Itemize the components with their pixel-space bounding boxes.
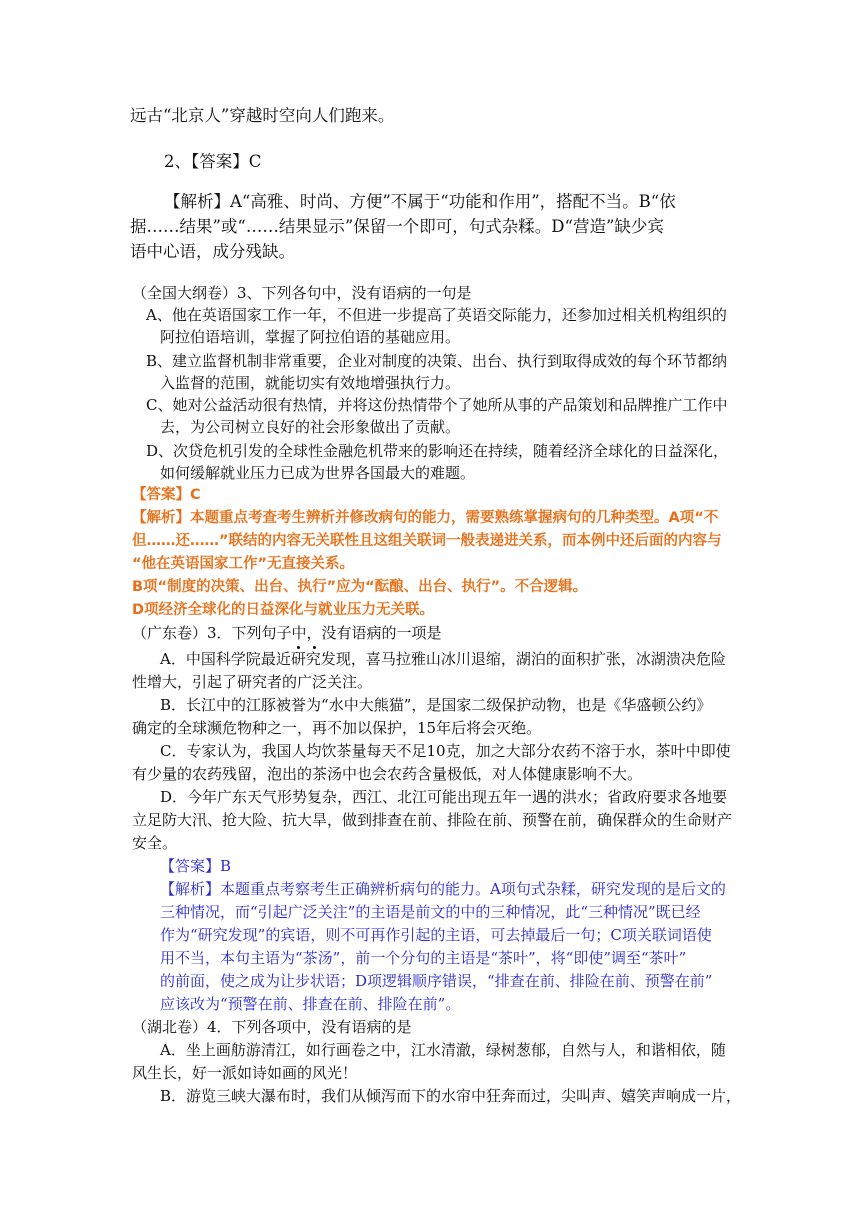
option-line: 如何缓解就业压力已成为世界各国最大的难题。 <box>160 464 476 482</box>
analysis-line: 【解析】本题重点考查考生辨析并修改病句的能力，需要熟练掌握病句的几种类型。A项“不 <box>132 510 719 526</box>
option-line: 入监督的范围，就能切实有效地增强执行力。 <box>160 374 461 392</box>
analysis-line: D项经济全球化的日益深化与就业压力无关联。 <box>132 602 435 618</box>
option-line: 风生长，好一派如诗如画的风光！ <box>132 1064 358 1082</box>
option-line: 有少量的农药残留，泡出的茶汤中也会农药含量极低，对人体健康影响不大。 <box>132 765 643 783</box>
answer-heading: 【答案】B <box>160 857 232 875</box>
question-heading: （全国大纲卷）3、下列各句中，没有语病的一句是 <box>132 284 472 302</box>
analysis-line: 但……还……”联结的内容无关联性且这组关联词一般表递进关系，而本例中还后面的内容与 <box>132 533 722 549</box>
analysis-line: 【解析】A“高雅、时尚、方便”不属于“功能和作用”，搭配不当。B“依 <box>164 192 676 211</box>
answer-heading: 2、【答案】C <box>164 152 262 171</box>
analysis-line: 用不当，本句主语为“茶汤”，前一个分句的主语是“茶叶”，将“即使”调至“茶叶” <box>160 949 687 967</box>
option-line: C、她对公益活动很有热情，并将这份热情带个了她所从事的产品策划和品牌推广工作中 <box>146 396 728 414</box>
answer-heading: 【答案】C <box>132 487 201 503</box>
analysis-line: B项“制度的决策、出台、执行”应为“酝酿、出台、执行”。不合逻辑。 <box>132 579 588 595</box>
analysis-line: 应该改为“预警在前、排查在前、排险在前”。 <box>160 995 461 1013</box>
option-line: 性增大，引起了研究者的广泛关注。 <box>132 673 373 691</box>
analysis-line: 三种情况，而“引起广泛关注”的主语是前文的中的三种情况，此“三种情况”既已经 <box>160 903 701 921</box>
option-line: 去，为公司树立良好的社会形象做出了贡献。 <box>160 418 461 436</box>
analysis-line: 作为“研究发现”的宾语，则不可再作引起的主语，可去掉最后一句；C项关联词语使 <box>160 926 712 944</box>
option-line: A．坐上画舫游清江，如行画卷之中，江水清澈，绿树葱郁，自然与人，和谐相依，随 <box>160 1041 726 1059</box>
analysis-line: 语中心语，成分残缺。 <box>130 242 295 261</box>
analysis-line: 据……结果”或“……结果显示”保留一个即可，句式杂糅。D“营造”缺少宾 <box>130 217 664 236</box>
option-line: 立足防大汛、抢大险、抗大旱，做到排查在前、排险在前、预警在前，确保群众的生命财产 <box>132 811 733 829</box>
option-line: A．中国科学院最近研究发现，喜马拉雅山冰川退缩，湖泊的面积扩张，冰湖溃决危险 <box>160 650 726 668</box>
option-line: A、他在英语国家工作一年，不但进一步提高了英语交际能力，还参加过相关机构组织的 <box>146 306 727 324</box>
option-line: D、次贷危机引发的全球性金融危机带来的影响还在持续，随着经济全球化的日益深化， <box>146 442 729 460</box>
option-line: C．专家认为，我国人均饮茶量每天不足10克，加之大部分农药不溶于水，茶叶中即使 <box>160 742 731 760</box>
analysis-line: 【解析】本题重点考察考生正确辨析病句的能力。A项句式杂糅，研究发现的是后文的 <box>160 880 726 898</box>
question-heading: （广东卷）3．下列句子中，没有语病的一项是 <box>132 624 442 642</box>
analysis-line: “他在英语国家工作”无直接关系。 <box>132 556 355 572</box>
option-line: 确定的全球濒危物种之一，再不加以保护，15年后将会灭绝。 <box>132 719 542 737</box>
analysis-line: 的前面，使之成为让步状语；D项逻辑顺序错误，“排查在前、排险在前、预警在前” <box>160 972 713 990</box>
question-heading: （湖北卷）4．下列各项中，没有语病的是 <box>132 1018 412 1036</box>
option-line: B、建立监督机制非常重要，企业对制度的决策、出台、执行到取得成效的每个环节都纳 <box>146 352 728 370</box>
text-line: 远古“北京人”穿越时空向人们跑来。 <box>130 106 395 125</box>
option-line: 阿拉伯语培训，掌握了阿拉伯语的基础应用。 <box>160 328 461 346</box>
option-line: 安全。 <box>132 834 178 852</box>
option-line: B．长江中的江豚被誉为“水中大熊猫”，是国家二级保护动物，也是《华盛顿公约》 <box>160 696 712 714</box>
option-line: B．游览三峡大瀑布时，我们从倾泻而下的水帘中狂奔而过，尖叫声、嬉笑声响成一片， <box>160 1087 742 1105</box>
option-line: D．今年广东天气形势复杂，西江、北江可能出现五年一遇的洪水；省政府要求各地要 <box>160 788 728 806</box>
